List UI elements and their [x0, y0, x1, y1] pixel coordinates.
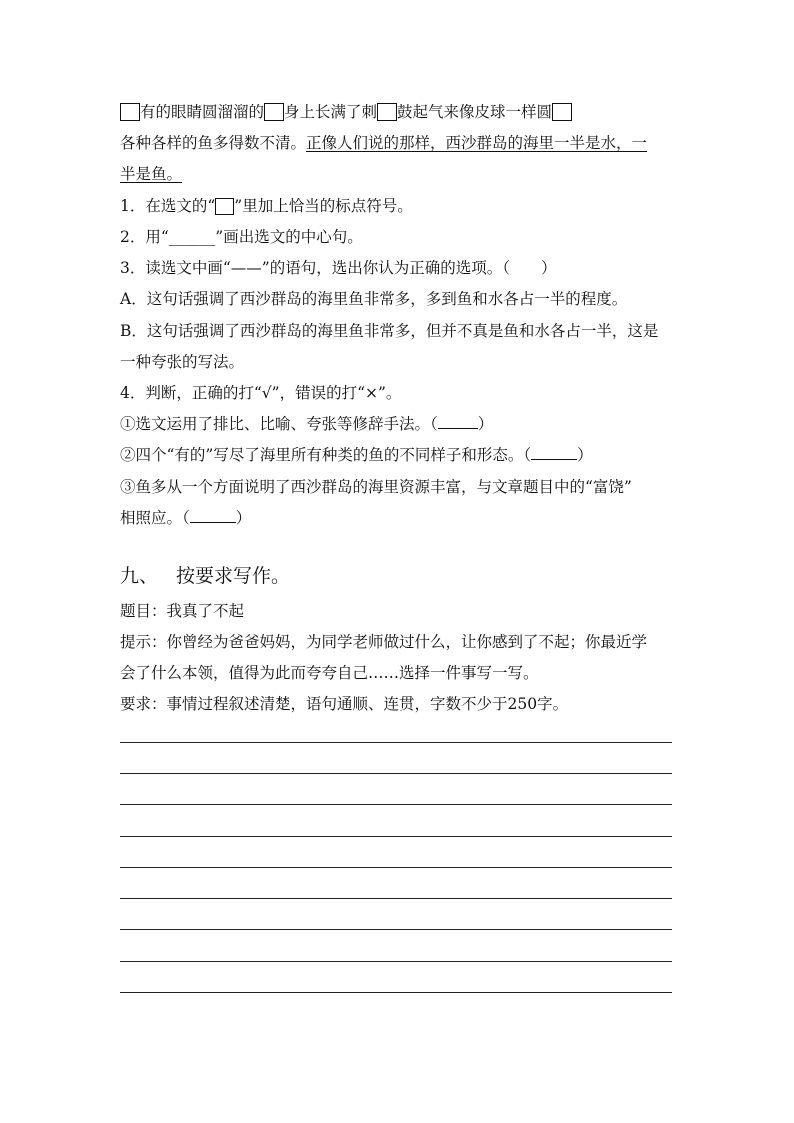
- box-symbol: [215, 198, 234, 215]
- passage-underlined-sentence: 正像人们说的那样，西沙群岛的海里一半是水，一: [306, 134, 648, 152]
- passage-plain-sentence: 各种各样的鱼多得数不清。: [120, 134, 307, 152]
- question-4-item-3-line-1: ③鱼多从一个方面说明了西沙群岛的海里资源丰富，与文章题目中的“富饶”: [120, 478, 632, 496]
- paren-close: ）: [577, 446, 593, 464]
- writing-line-1[interactable]: [120, 742, 672, 743]
- writing-line-8[interactable]: [120, 961, 672, 962]
- question-4: 4．判断，正确的打“√”，错误的打“×”。: [120, 384, 402, 402]
- question-4-item-1-text: ①选文运用了排比、比喻、夸张等修辞手法。: [120, 415, 431, 433]
- writing-line-7[interactable]: [120, 929, 672, 930]
- punctuation-box-4[interactable]: [552, 103, 572, 121]
- section-9-number: 九、: [120, 565, 159, 587]
- passage-phrase-2: 身上长满了刺: [284, 103, 378, 121]
- answer-blank-2[interactable]: [531, 445, 577, 460]
- paren-close: ）: [235, 509, 252, 527]
- question-1-text-start: 1．在选文的“: [120, 197, 216, 215]
- paren-close: ）: [477, 415, 494, 433]
- section-9-title: 按要求写作。: [176, 565, 291, 587]
- punctuation-box-3[interactable]: [377, 103, 397, 121]
- essay-hint-line-2: 会了什么本领，值得为此而夸夸自己……选择一件事写一写。: [120, 664, 539, 682]
- question-2: 2．用“______”画出选文的中心句。: [120, 228, 363, 246]
- question-4-item-3-text: 相照应。: [120, 509, 183, 527]
- question-3: 3．读选文中画“——”的语句，选出你认为正确的选项。（ ）: [120, 259, 557, 277]
- passage-phrase-1: 有的眼睛圆溜溜的: [140, 103, 265, 121]
- essay-hint-line-1: 提示：你曾经为爸爸妈妈，为同学老师做过什么，让你感到了不起；你最近学: [120, 633, 648, 651]
- question-4-item-1: [120, 413, 680, 435]
- writing-line-6[interactable]: [120, 898, 672, 899]
- question-4-item-2-text: ②四个“有的”写尽了海里所有种类的鱼的不同样子和形态。: [120, 446, 524, 464]
- essay-topic: 题目：我真了不起: [120, 602, 245, 620]
- passage-line-3: [120, 163, 680, 185]
- question-3-option-b-line-1[interactable]: B．这句话强调了西沙群岛的海里鱼非常多，但并不真是鱼和水各占一半，这是: [120, 322, 659, 340]
- essay-requirement: 要求：事情过程叙述清楚，语句通顺、连贯，字数不少于250字。: [120, 695, 569, 713]
- section-9-heading: [120, 563, 290, 589]
- question-4-item-3-line-2: [120, 507, 680, 529]
- answer-blank-1[interactable]: [438, 414, 478, 429]
- punctuation-box-2[interactable]: [264, 103, 284, 121]
- question-3-option-a[interactable]: A．这句话强调了西沙群岛的海里鱼非常多，多到鱼和水各占一半的程度。: [120, 290, 628, 308]
- paren-open: （: [182, 509, 190, 527]
- question-4-item-2: [120, 444, 680, 466]
- question-1-text-end: ”里加上恰当的标点符号。: [234, 197, 413, 215]
- passage-line-2: [120, 132, 680, 154]
- writing-line-2[interactable]: [120, 773, 672, 774]
- question-3-option-b-line-2[interactable]: 一种夸张的写法。: [120, 353, 245, 371]
- paren-open: （: [430, 415, 438, 433]
- writing-line-3[interactable]: [120, 804, 672, 805]
- paren-open: （: [523, 446, 532, 464]
- answer-blank-3[interactable]: [190, 508, 236, 523]
- writing-line-4[interactable]: [120, 836, 672, 837]
- question-1: [120, 195, 680, 217]
- writing-line-5[interactable]: [120, 867, 672, 868]
- punctuation-box-1[interactable]: [120, 103, 140, 121]
- passage-line-1: [120, 101, 680, 123]
- passage-phrase-3: 鼓起气来像皮球一样圆: [397, 103, 553, 121]
- passage-underlined-sentence-end: 半是鱼。: [120, 165, 183, 183]
- writing-line-9[interactable]: [120, 992, 672, 993]
